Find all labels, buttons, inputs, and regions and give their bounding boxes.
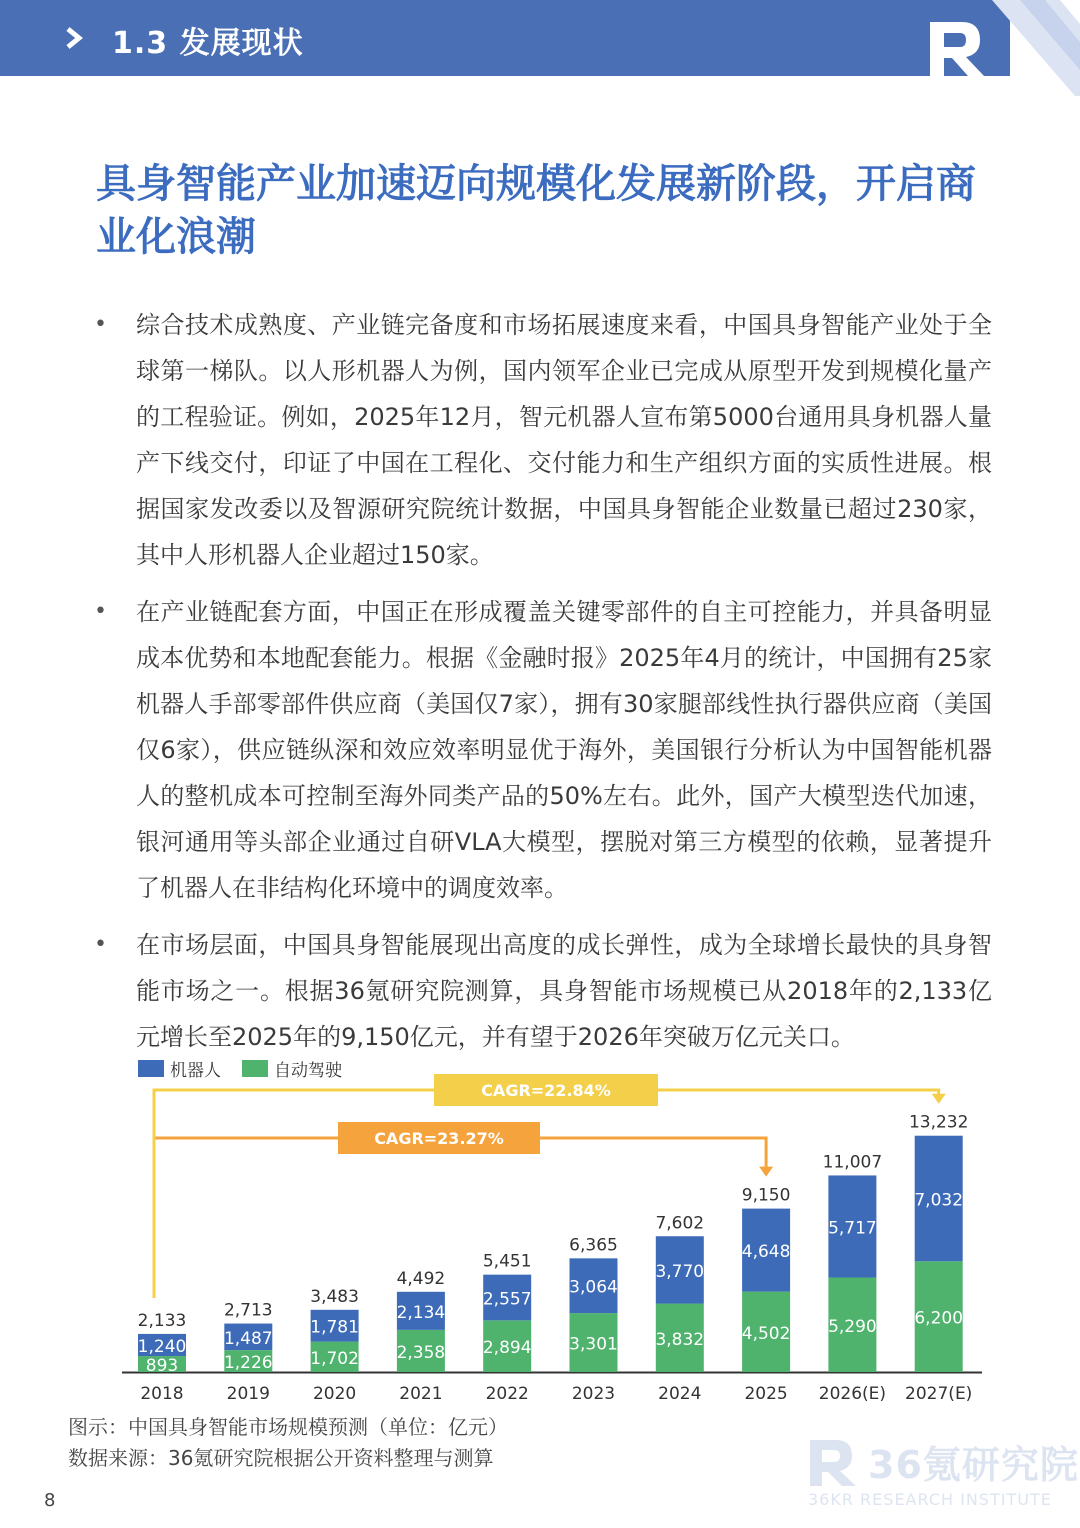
data-label-autonomous: 1,702 <box>310 1348 359 1369</box>
x-tick-label: 2020 <box>312 1384 357 1404</box>
chart-svg <box>60 1052 1020 1412</box>
legend-swatch-robot <box>138 1060 164 1077</box>
x-tick-label: 2018 <box>140 1384 184 1404</box>
data-label-autonomous: 2,358 <box>396 1342 446 1363</box>
data-label-robot: 3,064 <box>569 1277 618 1298</box>
x-tick-label: 2021 <box>399 1384 443 1404</box>
data-label-autonomous: 893 <box>145 1356 179 1377</box>
data-label-robot: 2,134 <box>396 1302 446 1323</box>
market-size-chart <box>60 1052 1020 1412</box>
list-item <box>92 302 992 578</box>
bullet-text: 在市场层面，中国具身智能展现出高度的成长弹性，成为全球增长最快的具身智能市场之一。根据36氪研究院测算，具身智能市场规模已从2018年的2,133亿元增长至2025年的9,150亿元，并有望于2026年突破万亿元关口。 <box>136 931 992 1051</box>
x-tick-label: 2022 <box>485 1384 529 1404</box>
figure-caption: 图示：中国具身智能市场规模预测（单位：亿元） <box>68 1415 508 1439</box>
data-label-total: 2,713 <box>223 1300 273 1321</box>
x-tick-label: 2019 <box>226 1384 270 1404</box>
data-label-robot: 4,648 <box>741 1242 791 1263</box>
section-title: 1.3 发展现状 <box>112 26 304 61</box>
watermark-name: 36氪研究院 <box>868 1443 1079 1487</box>
data-label-total: 13,232 <box>908 1112 969 1133</box>
data-label-total: 4,492 <box>396 1268 446 1289</box>
x-tick-label: 2024 <box>658 1384 702 1404</box>
main-title: 具身智能产业加速迈向规模化发展新阶段，开启商业化浪潮 <box>96 161 976 260</box>
bullet-dot-icon: • <box>94 932 107 957</box>
data-label-autonomous: 2,894 <box>482 1338 532 1359</box>
x-tick-label: 2025 <box>744 1384 788 1404</box>
data-label-robot: 5,717 <box>828 1218 877 1239</box>
36kr-logo-icon <box>900 0 1080 96</box>
legend-label-robot: 机器人 <box>170 1061 221 1081</box>
data-label-total: 11,007 <box>822 1152 883 1173</box>
legend-swatch-autonomous <box>242 1060 268 1077</box>
legend-label-autonomous: 自动驾驶 <box>274 1061 342 1081</box>
data-label-autonomous: 5,290 <box>828 1316 877 1337</box>
data-label-total: 6,365 <box>569 1235 618 1256</box>
data-source: 数据来源：36氪研究院根据公开资料整理与测算 <box>68 1446 494 1470</box>
data-label-total: 2,133 <box>137 1310 187 1331</box>
bullet-text: 在产业链配套方面，中国正在形成覆盖关键零部件的自主可控能力，并具备明显成本优势和本地配套能力。根据《金融时报》2025年4月的统计，中国拥有25家机器人手部零部件供应商（美国仅7家），拥有30家腿部线性执行器供应商（美国仅6家），供应链纵深和效应效率明显优于海外，美国银行分析认为中国智能机器人的整机成本可控制至海外同类产品的50%左右。此外，国产大模型迭代加速，银河通用等头部企业通过自研VLA大模型，摆脱对第三方模型的依赖，显著提升了机器人在非结构化环境中的调度效率。 <box>136 598 992 902</box>
36kr-watermark-logo-icon <box>806 1436 862 1490</box>
data-label-total: 7,602 <box>655 1213 705 1234</box>
list-item <box>92 589 992 911</box>
cagr-arrow-icon <box>759 1167 773 1177</box>
data-label-robot: 7,032 <box>914 1190 964 1211</box>
data-label-robot: 1,240 <box>137 1336 187 1357</box>
data-label-robot: 1,487 <box>223 1328 273 1349</box>
bullet-list <box>92 302 992 1071</box>
x-tick-label: 2023 <box>571 1384 616 1404</box>
cagr-arrow-icon <box>932 1094 946 1104</box>
cagr-label: CAGR=22.84% <box>481 1081 611 1100</box>
x-tick-label: 2026(E) <box>818 1384 887 1404</box>
data-label-autonomous: 4,502 <box>741 1323 791 1344</box>
data-label-total: 3,483 <box>310 1286 359 1307</box>
watermark-subtitle: 36KR RESEARCH INSTITUTE <box>808 1490 1052 1509</box>
data-label-autonomous: 3,832 <box>655 1329 705 1350</box>
data-label-robot: 1,781 <box>310 1317 359 1338</box>
data-label-total: 9,150 <box>741 1185 791 1206</box>
watermark <box>806 1432 1079 1522</box>
page-number: 8 <box>44 1490 56 1511</box>
data-label-total: 5,451 <box>482 1251 532 1272</box>
list-item <box>92 922 992 1060</box>
x-tick-label: 2027(E) <box>905 1384 973 1404</box>
data-label-robot: 2,557 <box>482 1289 532 1310</box>
data-label-robot: 3,770 <box>655 1261 705 1282</box>
data-label-autonomous: 3,301 <box>569 1334 618 1355</box>
bullet-dot-icon: • <box>94 312 107 337</box>
cagr-connector-line <box>154 1090 939 1298</box>
chevron-right-icon <box>62 24 90 52</box>
bullet-text: 综合技术成熟度、产业链完备度和市场拓展速度来看，中国具身智能产业处于全球第一梯队。以人形机器人为例，国内领军企业已完成从原型开发到规模化量产的工程验证。例如，2025年12月，智元机器人宣布第5000台通用具身机器人量产下线交付，印证了中国在工程化、交付能力和生产组织方面的实质性进展。根据国家发改委以及智源研究院统计数据，中国具身智能企业数量已超过230家，其中人形机器人企业超过150家。 <box>136 311 992 569</box>
cagr-label: CAGR=23.27% <box>374 1129 504 1148</box>
data-label-autonomous: 1,226 <box>223 1353 273 1374</box>
data-label-autonomous: 6,200 <box>914 1308 964 1329</box>
bullet-dot-icon: • <box>94 599 107 624</box>
